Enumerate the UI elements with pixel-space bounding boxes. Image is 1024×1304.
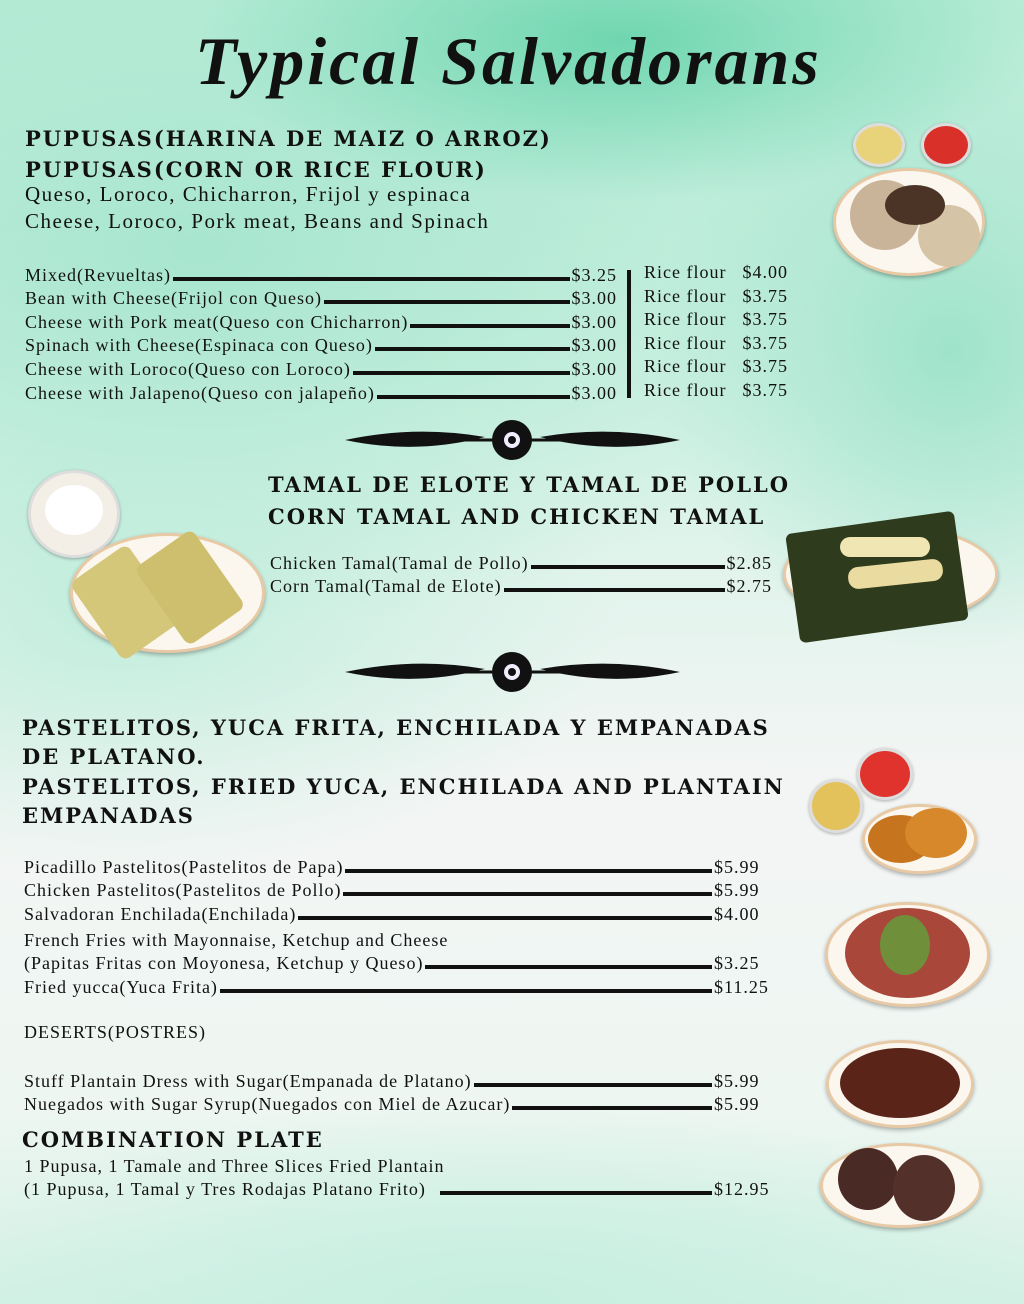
- menu-item-line: [24, 1153, 782, 1177]
- item-name: Cheese with Jalapeno(Queso con jalapeño): [25, 382, 375, 403]
- item-name: 1 Pupusa, 1 Tamale and Three Slices Fried Plantain: [24, 1155, 445, 1176]
- leader-line: [425, 965, 712, 969]
- pupusas-fillings-en: Cheese, Loroco, Pork meat, Beans and Spinach: [25, 209, 490, 233]
- rice-price: $3.75: [742, 379, 788, 400]
- menu-item: [24, 1092, 782, 1116]
- item-name: Picadillo Pastelitos(Pastelitos de Papa): [24, 856, 344, 877]
- menu-item: [25, 380, 617, 404]
- item-name: Stuff Plantain Dress with Sugar(Empanada de Platano): [24, 1070, 472, 1091]
- item-name: Cheese with Pork meat(Queso con Chicharron): [25, 311, 409, 332]
- menu-item: [25, 309, 617, 333]
- item-name: Bean with Cheese(Frijol con Queso): [25, 288, 322, 309]
- leader-line: [298, 916, 712, 920]
- leader-line: [410, 324, 569, 328]
- item-name: French Fries with Mayonnaise, Ketchup and Cheese: [24, 929, 449, 950]
- item-name: (1 Pupusa, 1 Tamal y Tres Rodajas Platano Frito): [24, 1179, 426, 1200]
- leader-line: [440, 1191, 712, 1195]
- item-name: Mixed(Revueltas): [25, 264, 171, 285]
- item-price: $11.25: [714, 976, 769, 997]
- rice-label: Rice flour: [644, 356, 727, 377]
- rice-label: Rice flour: [644, 379, 727, 400]
- item-name: Corn Tamal(Tamal de Elote): [270, 576, 502, 597]
- menu-item: [24, 901, 782, 925]
- menu-item: [25, 333, 617, 357]
- item-name: (Papitas Fritas con Moyonesa, Ketchup y Queso): [24, 953, 424, 974]
- menu-title: Typical Salvadorans: [195, 23, 822, 99]
- item-price: $3.00: [571, 382, 617, 403]
- rice-flour-row: [644, 380, 788, 404]
- pastelitos-heading-es-1: PASTELITOS, YUCA FRITA, ENCHILADA Y EMPANADAS: [22, 715, 770, 740]
- menu-item: [24, 974, 782, 998]
- rice-flour-row: [644, 286, 788, 310]
- leader-line: [474, 1083, 712, 1087]
- ornament-divider-icon: [345, 647, 680, 697]
- pastelitos-heading-en-2: EMPANADAS: [22, 803, 195, 828]
- rice-price: $3.75: [742, 285, 788, 306]
- item-name: Nuegados with Sugar Syrup(Nuegados con Miel de Azucar): [24, 1094, 511, 1115]
- pastelitos-heading-es-2: DE PLATANO.: [22, 744, 206, 769]
- leader-line: [504, 588, 725, 592]
- column-divider: [627, 270, 631, 398]
- item-price: $5.99: [714, 880, 760, 901]
- tamales-heading-en: CORN TAMAL AND CHICKEN TAMAL: [268, 504, 766, 529]
- item-price: $3.00: [571, 358, 617, 379]
- menu-item: [24, 854, 782, 878]
- tamales-heading-es: TAMAL DE ELOTE Y TAMAL DE POLLO: [268, 472, 791, 497]
- item-price: $12.95: [714, 1179, 770, 1200]
- menu-item-line: [24, 925, 782, 951]
- rice-price: $4.00: [742, 262, 788, 282]
- menu-item: [25, 356, 617, 380]
- rice-flour-row: [644, 262, 788, 286]
- item-price: $3.00: [571, 288, 617, 309]
- menu-item: [24, 1177, 782, 1201]
- rice-price: $3.75: [742, 309, 788, 330]
- combination-heading: COMBINATION PLATE: [22, 1127, 324, 1152]
- item-price: $5.99: [714, 1094, 760, 1115]
- rice-flour-row: [644, 356, 788, 380]
- leader-line: [343, 892, 712, 896]
- leader-line: [220, 989, 712, 993]
- leader-line: [353, 371, 570, 375]
- rice-label: Rice flour: [644, 309, 727, 330]
- deserts-price-list: [24, 1068, 782, 1115]
- leader-line: [345, 869, 712, 873]
- item-price: $3.25: [571, 264, 617, 285]
- item-name: Chicken Tamal(Tamal de Pollo): [270, 552, 529, 573]
- rice-label: Rice flour: [644, 262, 727, 282]
- deserts-heading: DESERTS(POSTRES): [24, 1022, 206, 1042]
- rice-label: Rice flour: [644, 332, 727, 353]
- item-name: Cheese with Loroco(Queso con Loroco): [25, 358, 351, 379]
- item-price: $2.75: [726, 576, 772, 597]
- rice-flour-row: [644, 333, 788, 357]
- item-price: $2.85: [726, 552, 772, 573]
- item-name: Salvadoran Enchilada(Enchilada): [24, 903, 297, 924]
- ornament-divider-icon: [345, 415, 680, 465]
- leader-line: [375, 347, 570, 351]
- rice-flour-row: [644, 309, 788, 333]
- menu-item: [270, 574, 772, 598]
- menu-item: [25, 262, 617, 286]
- pastelitos-price-list: [24, 854, 782, 998]
- item-price: $5.99: [714, 856, 760, 877]
- leader-line: [173, 277, 570, 281]
- pastelitos-heading-en-1: PASTELITOS, FRIED YUCA, ENCHILADA AND PLANTAIN: [22, 774, 785, 799]
- menu-item: [24, 878, 782, 902]
- item-price: $4.00: [714, 903, 760, 924]
- leader-line: [377, 395, 570, 399]
- item-price: $3.00: [571, 335, 617, 356]
- pupusas-heading-en: PUPUSAS(CORN OR RICE FLOUR): [25, 157, 487, 182]
- pupusas-fillings-es: Queso, Loroco, Chicharron, Frijol y espinaca: [25, 182, 472, 206]
- leader-line: [324, 300, 570, 304]
- rice-price: $3.75: [742, 332, 788, 353]
- rice-label: Rice flour: [644, 285, 727, 306]
- leader-line: [512, 1106, 712, 1110]
- item-price: $3.25: [714, 953, 760, 974]
- leader-line: [531, 565, 725, 569]
- tamales-price-list: [270, 550, 772, 597]
- rice-price: $3.75: [742, 356, 788, 377]
- item-name: Spinach with Cheese(Espinaca con Queso): [25, 335, 373, 356]
- combination-price-list: [24, 1153, 782, 1200]
- item-name: Chicken Pastelitos(Pastelitos de Pollo): [24, 880, 342, 901]
- menu-item: [25, 286, 617, 310]
- menu-item: [24, 1068, 782, 1092]
- item-price: $5.99: [714, 1070, 760, 1091]
- pupusas-price-list: [25, 262, 617, 404]
- menu-item: [270, 550, 772, 574]
- item-name: Fried yucca(Yuca Frita): [24, 976, 218, 997]
- pupusas-heading-es: PUPUSAS(HARINA DE MAIZ O ARROZ): [25, 126, 552, 151]
- item-price: $3.00: [571, 311, 617, 332]
- menu-item: [24, 951, 782, 975]
- rice-flour-prices: [644, 262, 788, 404]
